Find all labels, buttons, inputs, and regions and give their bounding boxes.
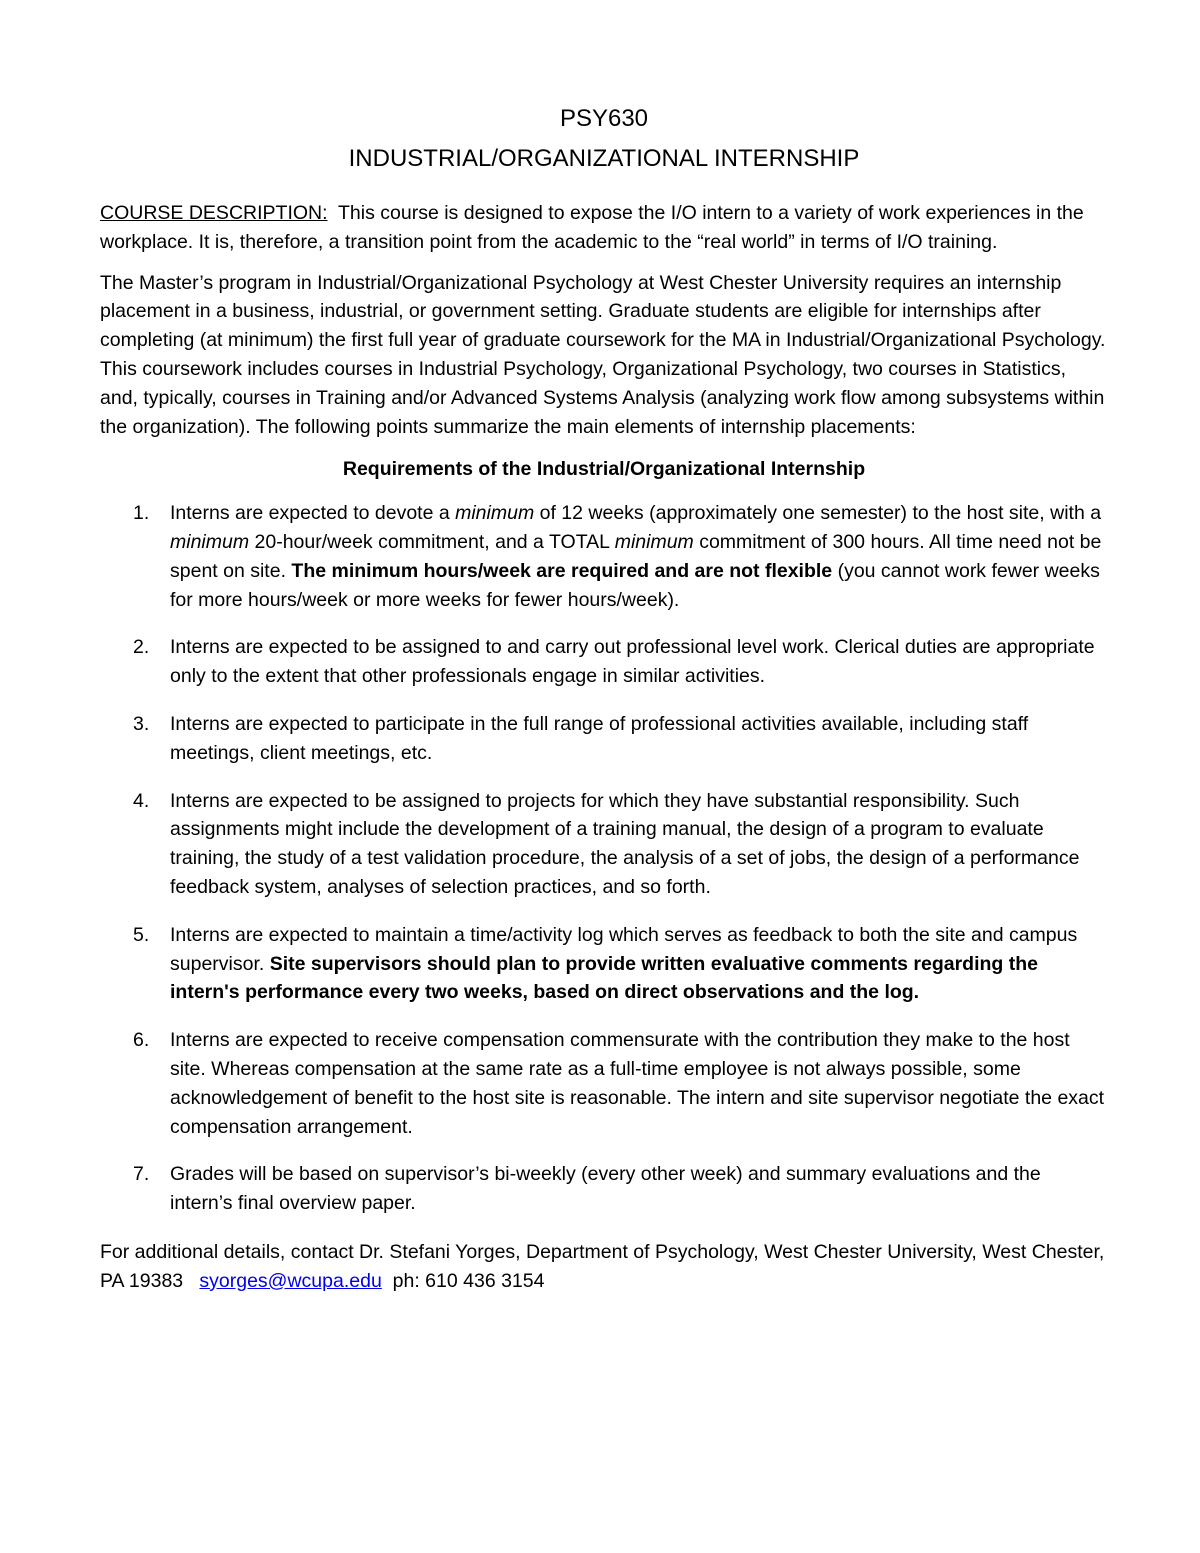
course-code: PSY630 <box>559 105 649 132</box>
requirement-item <box>100 633 1108 691</box>
requirement-text: Interns are expected to be assigned to and carry out professional level work. Clerical duties are appropriate only to the extent that other professionals engage in similar activities. <box>170 636 1095 688</box>
contact-email-link[interactable]: syorges@wcupa.edu <box>199 1269 382 1292</box>
requirement-item <box>100 710 1108 768</box>
requirement-item <box>100 499 1108 614</box>
course-description <box>100 199 1108 257</box>
requirement-number: 7. <box>133 1163 150 1186</box>
requirement-text: Interns are expected to receive compensation commensurate with the contribution they make to the host site. Whereas compensation at the same rate as a full-time employee is not always possible, some acknowledgement of benefit to the host site is reasonable. The intern and site supervisor negotiate the exact compensation arrangement. <box>170 1029 1105 1138</box>
requirement-item <box>100 787 1108 902</box>
requirement-number: 3. <box>133 712 150 735</box>
program-paragraph: The Master’s program in Industrial/Organizational Psychology at West Chester University requires an internship placement in a business, industrial, or government setting. Graduate students are eligible for internships after completing (at minimum) the first full year of graduate coursework for the MA in Industrial/Organizational Psychology. This coursework includes courses in Industrial Psychology, Organizational Psychology, two courses in Statistics, and, typically, courses in Training and/or Advanced Systems Analysis (analyzing work flow among subsystems within the organization). The following points summarize the main elements of internship placements: <box>100 271 1106 438</box>
document-title <box>100 101 1108 177</box>
requirement-text: Interns are expected to maintain a time/activity log which serves as feedback to both the site and campus supervisor. Site supervisors should plan to provide written evaluative comments regarding the intern's performance every two weeks, based on direct observations and the log. <box>170 923 1078 1004</box>
requirement-item <box>100 1160 1108 1218</box>
contact-text: For additional details, contact Dr. Stefani Yorges, Department of Psychology, West Chester University, West Chester, PA 19383 <box>100 1240 1105 1292</box>
requirement-number: 4. <box>133 789 150 812</box>
requirements-heading: Requirements of the Industrial/Organizational Internship <box>342 458 866 481</box>
requirement-item <box>100 921 1108 1007</box>
requirement-number: 2. <box>133 636 150 659</box>
course-description-text: This course is designed to expose the I/O intern to a variety of work experiences in the workplace. It is, therefore, a transition point from the academic to the “real world” in terms of I/O training. <box>100 202 1084 253</box>
course-name: INDUSTRIAL/ORGANIZATIONAL INTERNSHIP <box>348 145 860 172</box>
requirement-item <box>100 1026 1108 1141</box>
requirement-number: 1. <box>133 502 150 525</box>
requirement-text: Interns are expected to devote a minimum of 12 weeks (approximately one semester) to the host site, with a minimum 20-hour/week commitment, and a TOTAL minimum commitment of 300 hours. All time need not be spent on site. The minimum hours/week are required and are not flexible (you cannot work fewer weeks for more hours/week or more weeks for fewer hours/week). <box>170 502 1102 611</box>
course-description-label: COURSE DESCRIPTION: <box>100 202 328 224</box>
requirement-text: Interns are expected to participate in the full range of professional activities available, including staff meetings, client meetings, etc. <box>170 712 1029 764</box>
requirements-list <box>100 499 1108 1218</box>
requirement-number: 6. <box>133 1029 150 1052</box>
contact-phone: ph: 610 436 3154 <box>392 1269 545 1292</box>
contact-info <box>100 1238 1108 1296</box>
requirement-text: Grades will be based on supervisor’s bi-weekly (every other week) and summary evaluations and the intern’s final overview paper. <box>170 1163 1041 1215</box>
requirement-text: Interns are expected to be assigned to projects for which they have substantial responsibility. Such assignments might include the development of a training manual, the design of a program to evaluate training, the study of a test validation procedure, the analysis of a set of jobs, the design of a performance feedback system, analyses of selection practices, and so forth. <box>170 789 1080 898</box>
requirement-number: 5. <box>133 923 150 946</box>
document-page <box>100 101 1108 1296</box>
